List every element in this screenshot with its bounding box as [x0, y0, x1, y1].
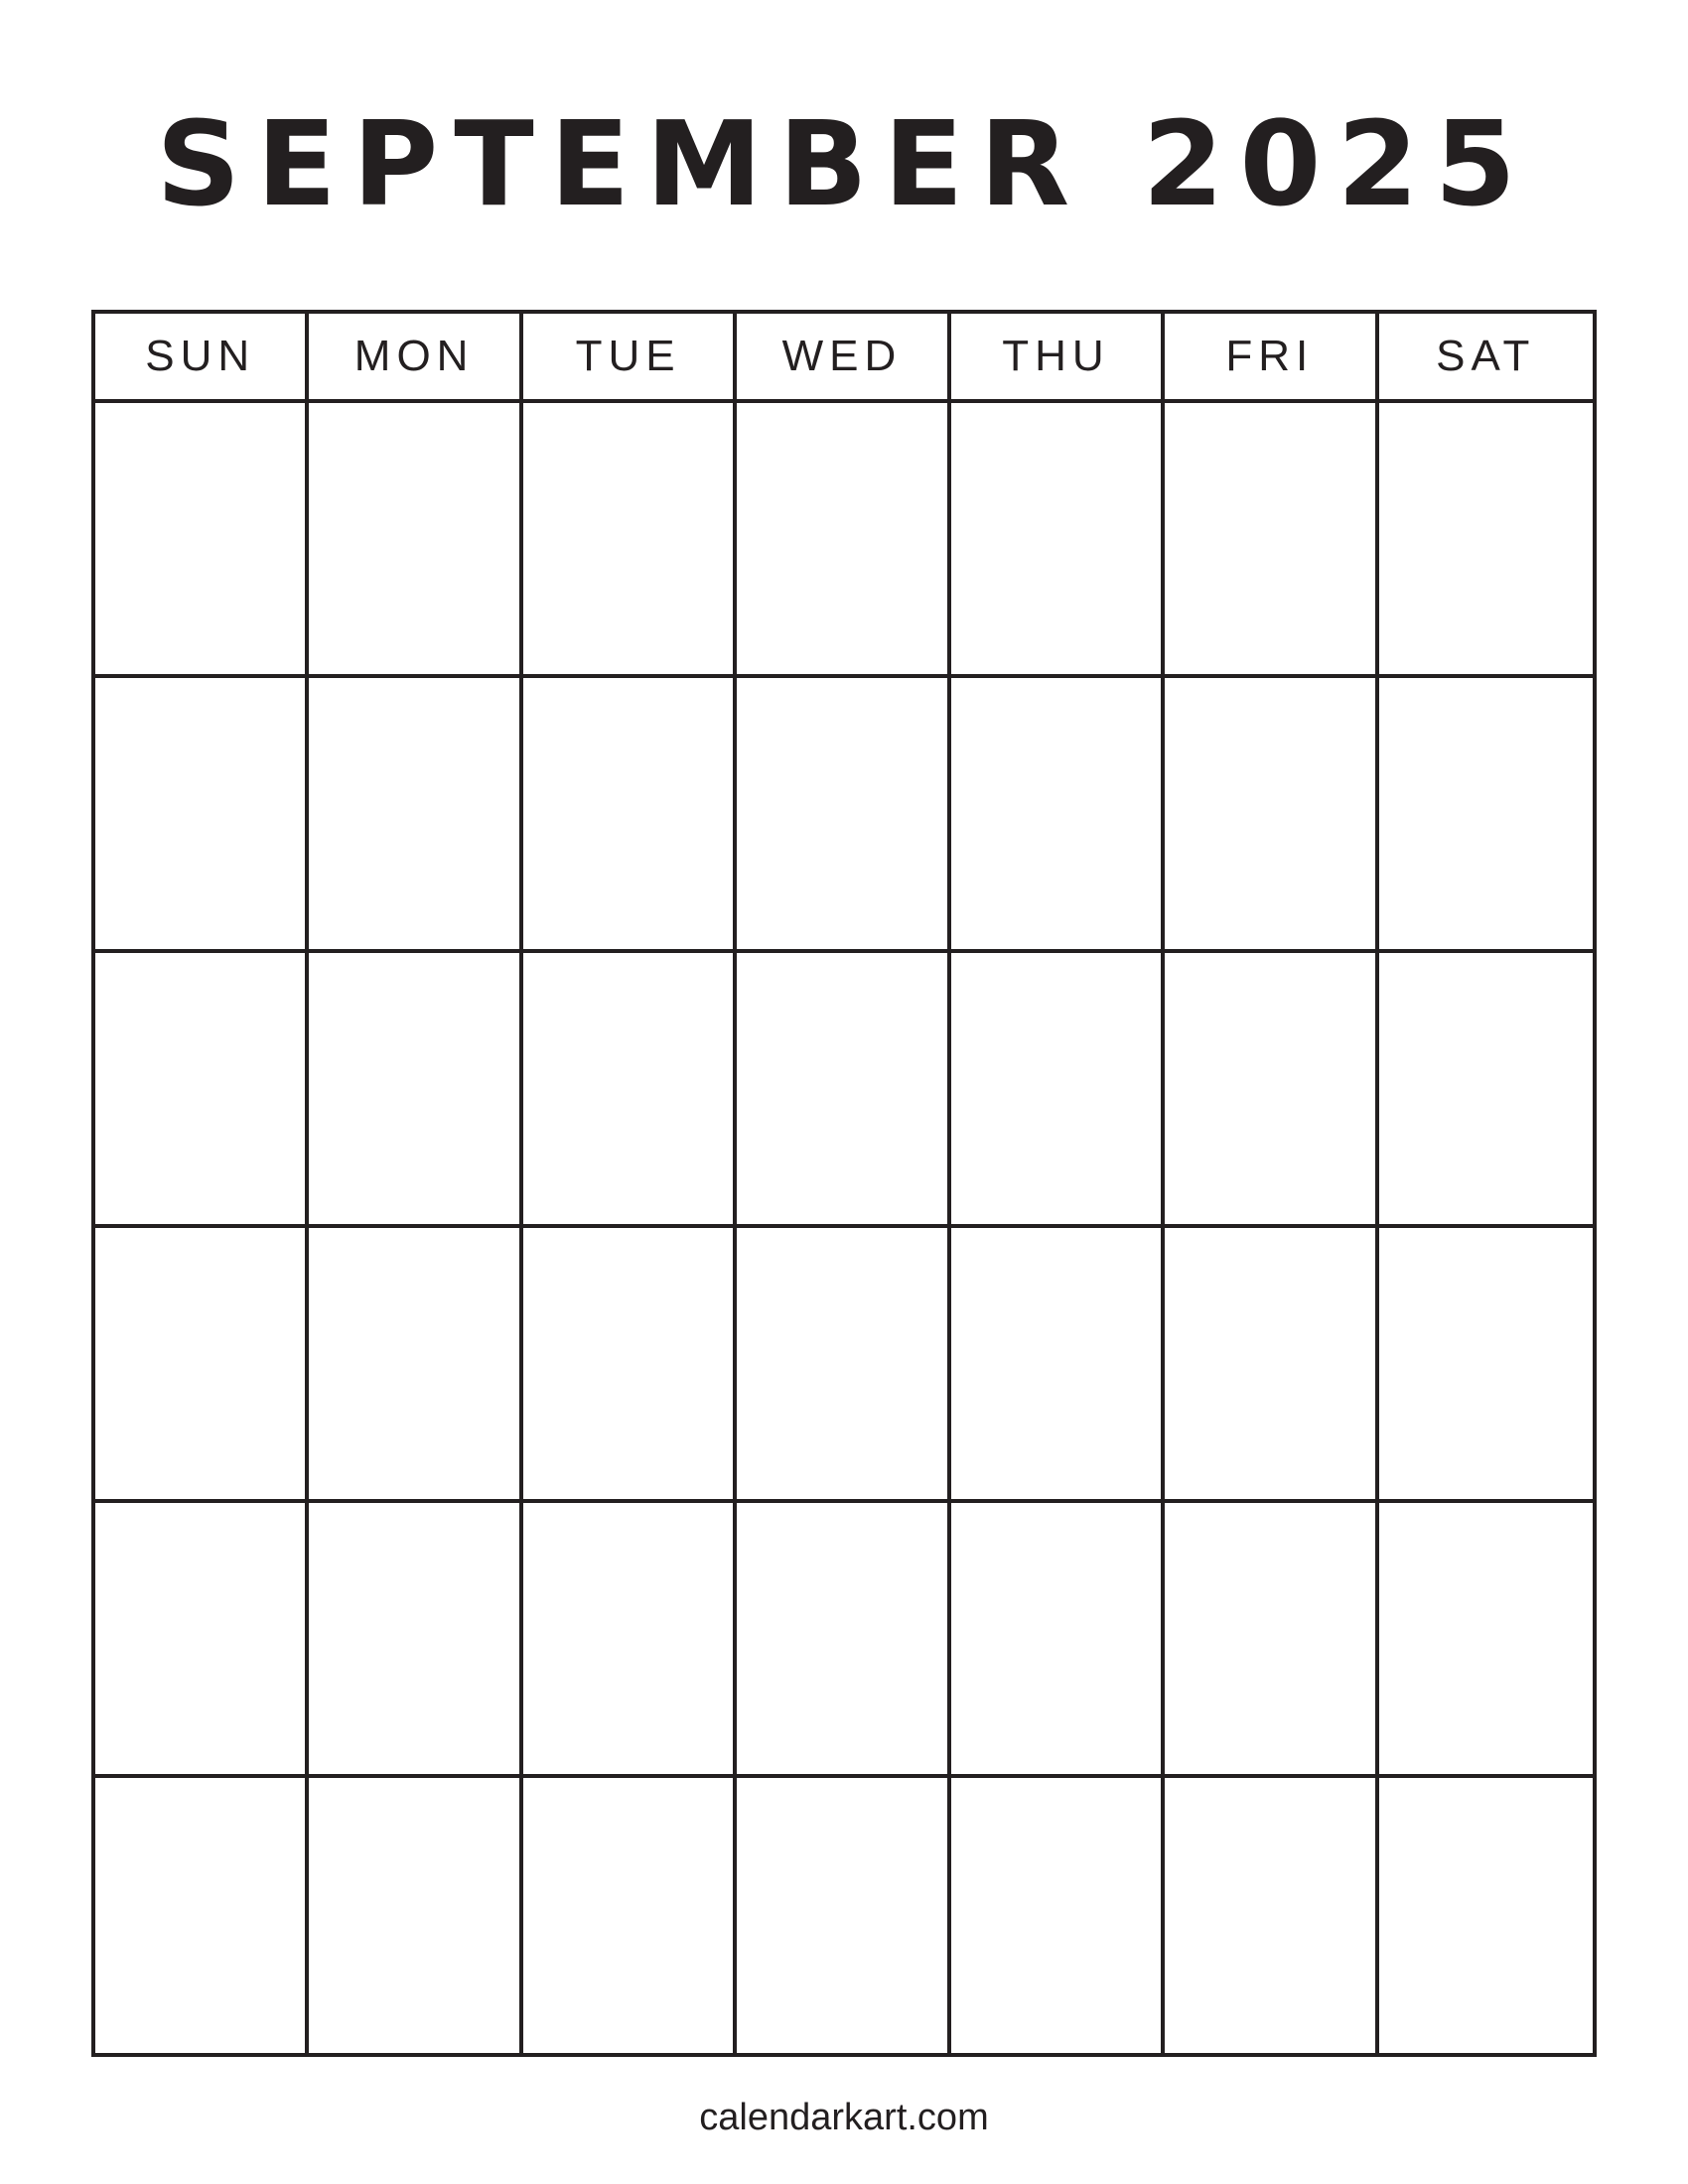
weekday-header-wed: WED	[737, 314, 950, 403]
weekday-header-thu: THU	[951, 314, 1165, 403]
weekday-header-mon: MON	[309, 314, 522, 403]
calendar-grid	[91, 310, 1597, 2057]
day-cell	[951, 1503, 1165, 1778]
weekday-header-sun: SUN	[95, 314, 309, 403]
day-cell	[1165, 953, 1378, 1228]
day-cell	[1379, 678, 1593, 953]
day-cell	[1165, 403, 1378, 678]
day-cell	[95, 678, 309, 953]
day-cell	[309, 1228, 522, 1503]
calendar-title: SEPTEMBER 2025	[156, 95, 1532, 232]
day-cell	[737, 678, 950, 953]
day-cell	[309, 1503, 522, 1778]
day-cell	[1379, 1228, 1593, 1503]
day-cell	[737, 1778, 950, 2053]
day-cell	[737, 953, 950, 1228]
day-cell	[523, 1778, 737, 2053]
day-cell	[1165, 1503, 1378, 1778]
day-cell	[951, 403, 1165, 678]
day-cell	[309, 953, 522, 1228]
day-cell	[95, 1778, 309, 2053]
day-cell	[951, 1228, 1165, 1503]
day-cell	[523, 403, 737, 678]
day-cell	[95, 403, 309, 678]
weekday-header-fri: FRI	[1165, 314, 1378, 403]
day-cell	[1379, 403, 1593, 678]
day-cell	[1165, 1228, 1378, 1503]
weekday-header-sat: SAT	[1379, 314, 1593, 403]
day-cell	[951, 1778, 1165, 2053]
footer-website: calendarkart.com	[699, 2097, 989, 2138]
day-cell	[309, 1778, 522, 2053]
day-cell	[309, 678, 522, 953]
day-cell	[523, 953, 737, 1228]
day-cell	[1165, 1778, 1378, 2053]
day-cell	[1165, 678, 1378, 953]
day-cell	[737, 1228, 950, 1503]
day-cell	[951, 678, 1165, 953]
day-cell	[1379, 1778, 1593, 2053]
weekday-header-tue: TUE	[523, 314, 737, 403]
day-cell	[95, 1503, 309, 1778]
day-cell	[95, 953, 309, 1228]
day-cell	[951, 953, 1165, 1228]
day-cell	[737, 403, 950, 678]
day-cell	[1379, 953, 1593, 1228]
day-cell	[309, 403, 522, 678]
day-cell	[737, 1503, 950, 1778]
day-cell	[1379, 1503, 1593, 1778]
day-cell	[523, 1228, 737, 1503]
day-cell	[523, 1503, 737, 1778]
day-cell	[95, 1228, 309, 1503]
day-cell	[523, 678, 737, 953]
